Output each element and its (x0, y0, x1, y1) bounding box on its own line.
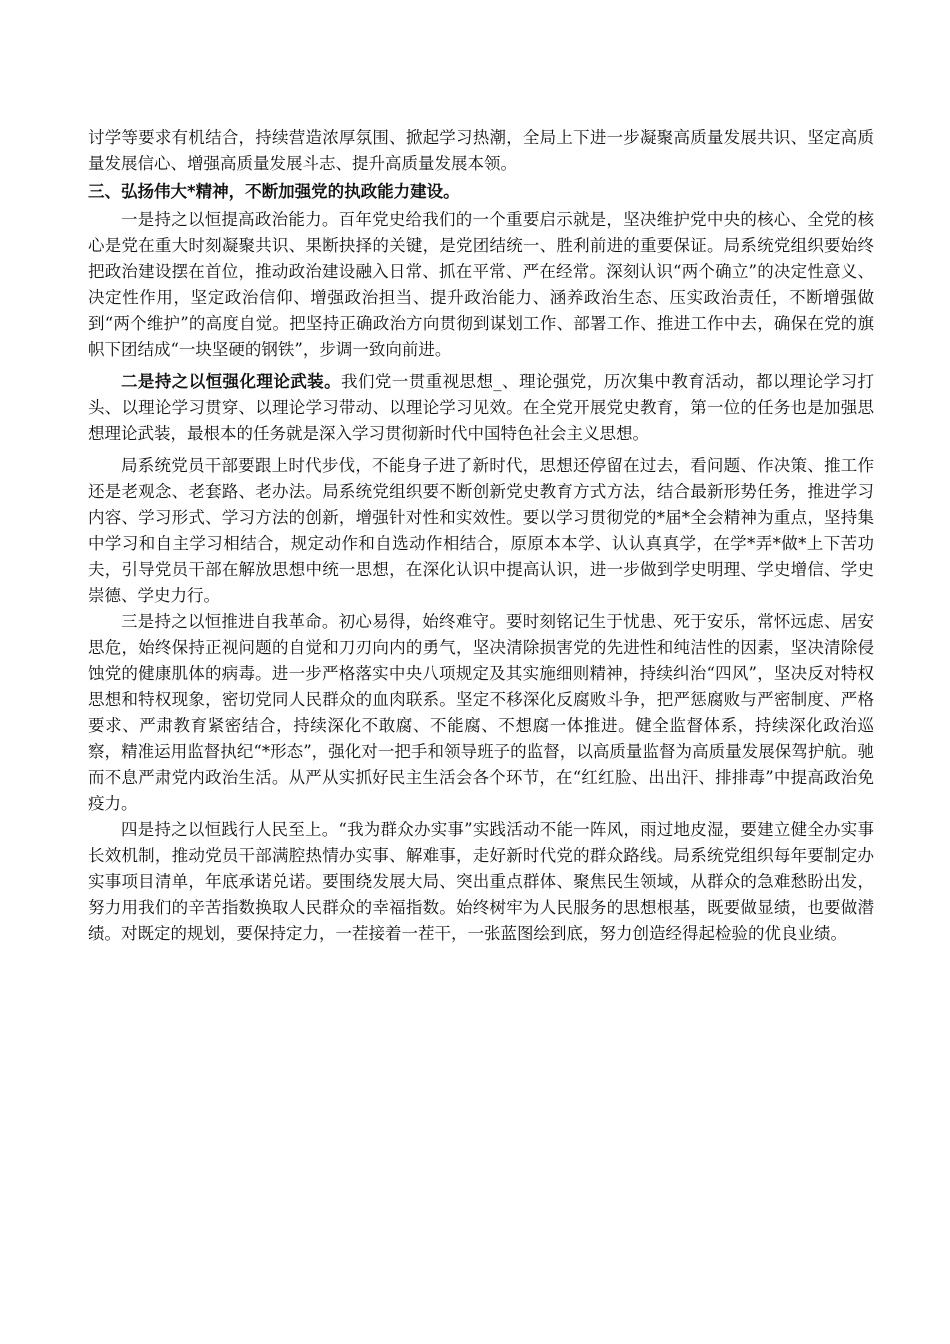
document-page (88, 125, 874, 947)
paragraph-cadres: 局系统党员干部要跟上时代步伐，不能身子进了新时代，思想还停留在过去，看问题、作决策、推工作还是老观念、老套路、老办法。局系统党组织要不断创新党史教育方式方法，结合最新形势任务，推进学习内容、学习形式、学习方法的创新，增强针对性和实效性。要以学习贯彻党的*届*全会精神为重点，坚持集中学习和自主学习相结合，规定动作和自选动作相结合，原原本本学、认认真真学，在学*弄*做*上下苦功夫，引导党员干部在解放思想中统一思想，在深化认识中提高认识，进一步做到学史明理、学史增信、学史崇德、学史力行。 (88, 456, 874, 605)
paragraph-theory-lead: 二是持之以恒强化理论武装。 (121, 372, 342, 391)
paragraph-theory-body: 我们党一贯重视思想_、理论强党，历次集中教育活动，都以理论学习打头、以理论学习贯穿、以理论学习带动、以理论学习见效。在全党开展党史教育，第一位的任务也是加强思想理论武装，最根本的任务就是深入学习贯彻新时代中国特色社会主义思想。 (88, 372, 875, 443)
paragraph-self-revolution: 三是持之以恒推进自我革命。初心易得，始终难守。要时刻铭记生于忧患、死于安乐，常怀远虑、居安思危，始终保持正视问题的自觉和刀刃向内的勇气，坚决清除损害党的先进性和纯洁性的因素，坚决清除侵蚀党的健康肌体的病毒。进一步严格落实中央八项规定及其实施细则精神，持续纠治“四风”，坚决反对特权思想和特权现象，密切党同人民群众的血肉联系。坚定不移深化反腐败斗争，把严惩腐败与严密制度、严格要求、严肃教育紧密结合，持续深化不敢腐、不能腐、不想腐一体推进。健全监督体系，持续深化政治巡察，精准运用监督执纪“*形态”，强化对一把手和领导班子的监督，以高质量监督为高质量发展保驾护航。驰而不息严肃党内政治生活。从严从实抓好民主生活会各个环节，在“红红脸、出出汗、排排毒”中提高政治免疫力。 (88, 612, 874, 813)
paragraph-people-first: 四是持之以恒践行人民至上。“我为群众办实事”实践活动不能一阵风，雨过地皮湿，要建立健全办实事长效机制，推动党员干部满腔热情办实事、解难事，走好新时代党的群众路线。局系统党组织每年要制定办实事项目清单，年底承诺兑诺。要围绕发展大局、突出重点群体、聚焦民生领域，从群众的急难愁盼出发，努力用我们的辛苦指数换取人民群众的幸福指数。始终树牢为人民服务的思想根基，既要做显绩，也要做潜绩。对既定的规划，要保持定力，一茬接着一茬干，一张蓝图绘到底，努力创造经得起检验的优良业绩。 (88, 820, 874, 943)
paragraph-theory (88, 369, 874, 447)
section-heading: 三、弘扬伟大*精神，不断加强党的执政能力建设。 (88, 182, 460, 201)
continuation-paragraph: 讨学等要求有机结合，持续营造浓厚氛围、掀起学习热潮，全局上下进一步凝聚高质量发展共识、坚定高质量发展信心、增强高质量发展斗志、提升高质量发展本领。 (88, 128, 874, 173)
paragraph-political-ability: 一是持之以恒提高政治能力。百年党史给我们的一个重要启示就是，坚决维护党中央的核心、全党的核心是党在重大时刻凝聚共识、果断抉择的关键，是党团结统一、胜利前进的重要保证。局系统党组织要始终把政治建设摆在首位，推动政治建设融入日常、抓在平常、严在经常。深刻认识“两个确立”的决定性意义、决定性作用，坚定政治信仰、增强政治担当、提升政治能力、涵养政治生态、压实政治责任，不断增强做到“两个维护”的高度自觉。把坚持正确政治方向贯彻到谋划工作、部署工作、推进工作中去，确保在党的旗帜下团结成“一块坚硬的钢铁”，步调一致向前进。 (88, 210, 874, 359)
